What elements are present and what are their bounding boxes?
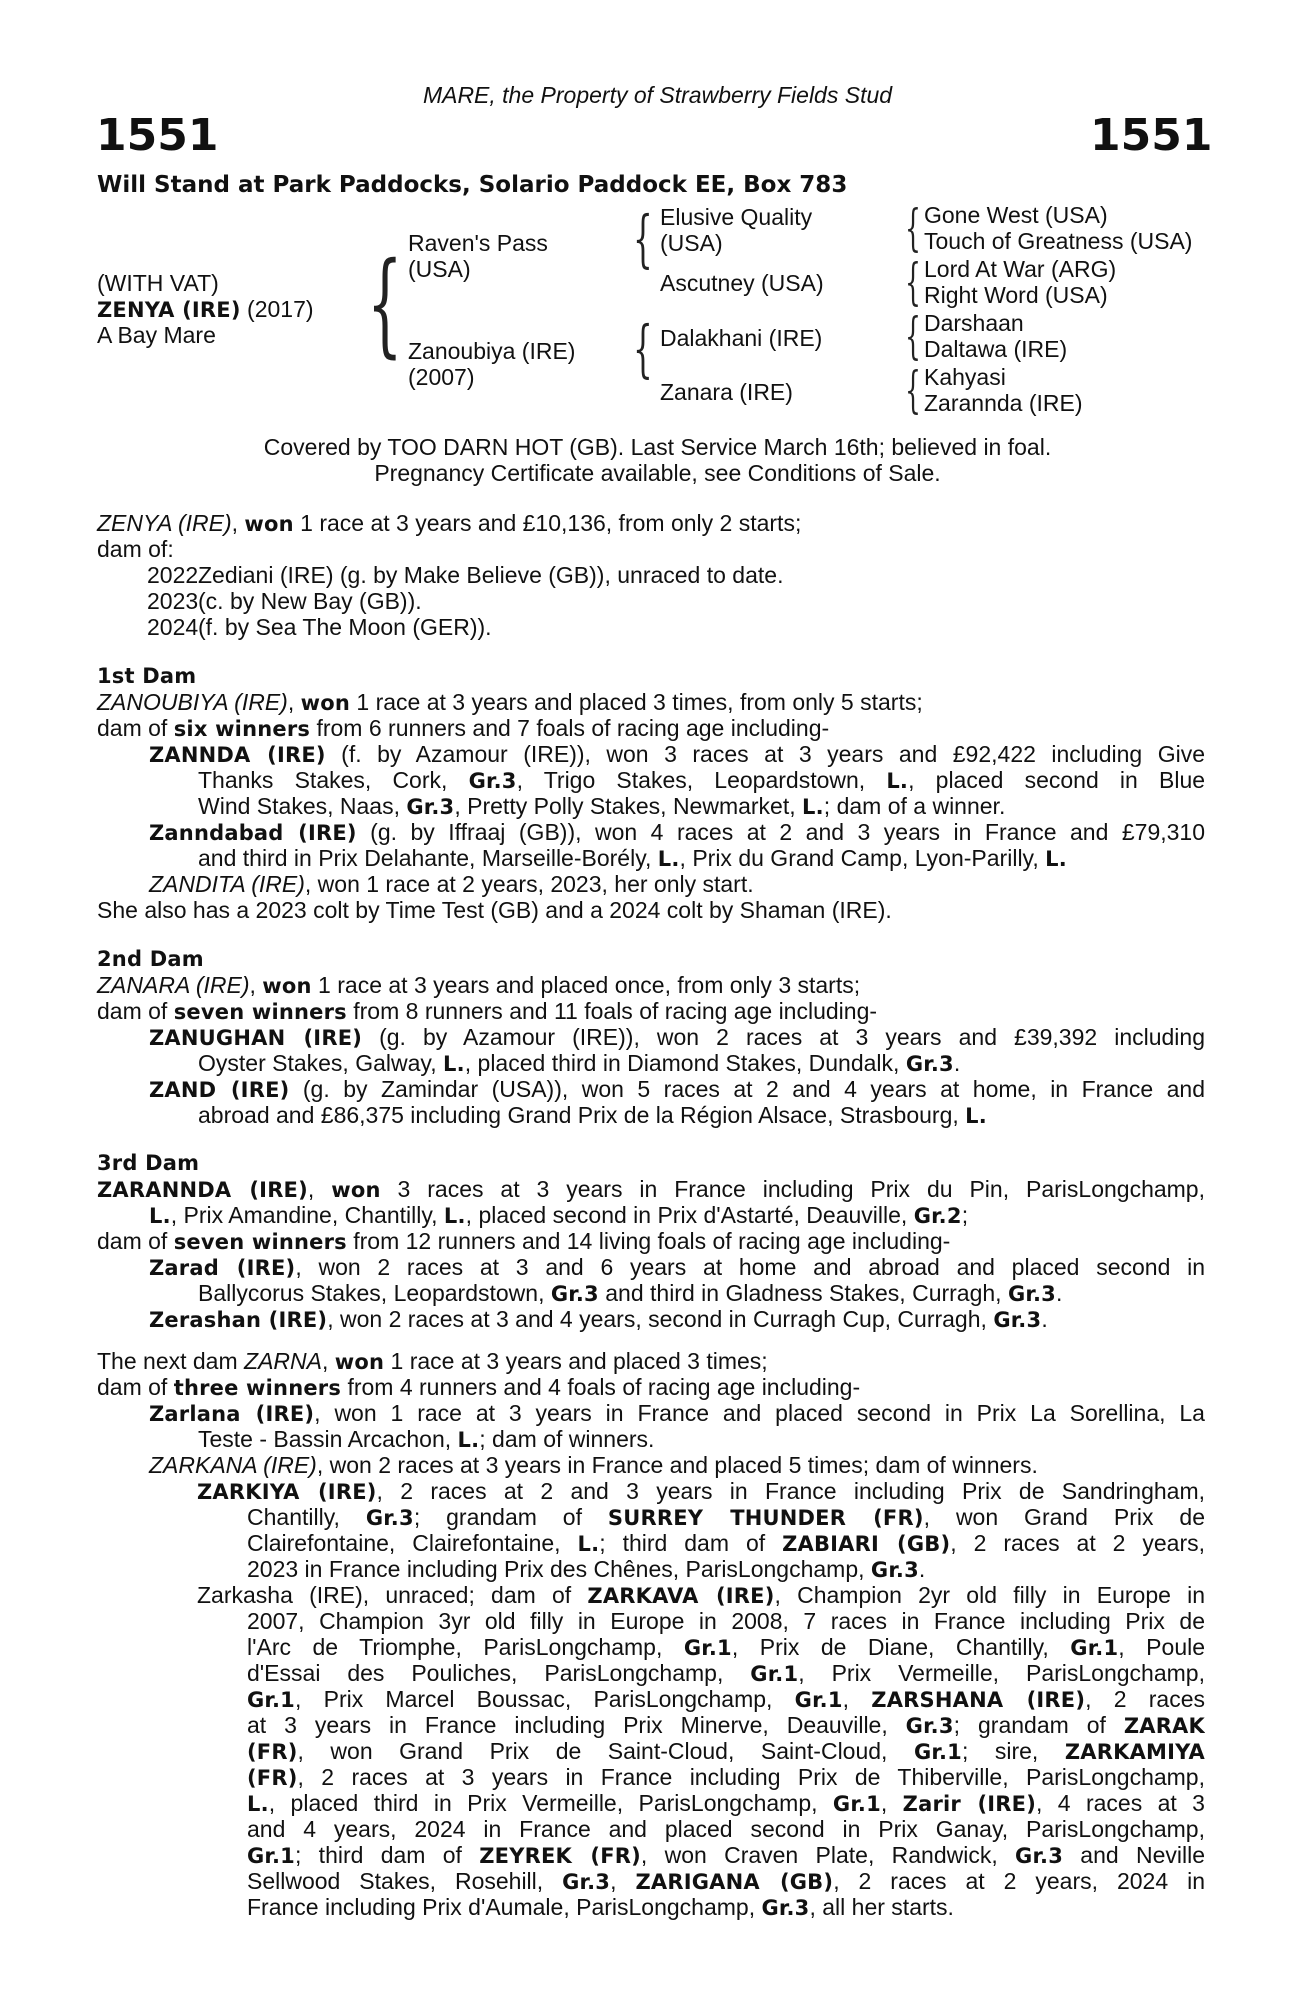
produce-line-2: dam of: (97, 536, 174, 562)
dam-dam: Zanara (IRE) (660, 379, 793, 405)
horse-name-line (97, 296, 314, 323)
covered-line: Covered by TOO DARN HOT (GB). Last Service March 16th; believed in foal. (263, 434, 1052, 460)
next-dam-line: 2023 in France including Prix des Chênes, ParisLongchamp, Gr.3. (247, 1556, 926, 1582)
produce-section (97, 510, 1205, 640)
gen3-1: Gone West (USA) (924, 202, 1108, 228)
brace-g3-2: { (905, 253, 921, 311)
second-dam-line: ZANUGHAN (IRE) (g. by Azamour (IRE)), won 2 races at 3 years and £39,392 including (149, 1024, 1205, 1050)
sire-line1: Raven's Pass (408, 230, 548, 256)
gen3-4: Right Word (USA) (924, 282, 1108, 308)
next-dam-line: Sellwood Stakes, Rosehill, Gr.3, ZARIGANA (GB), 2 races at 2 years, 2024 in (247, 1868, 1205, 1894)
first-dam-line: dam of six winners from 6 runners and 7 foals of racing age including- (97, 715, 830, 741)
first-dam-line: Wind Stakes, Naas, Gr.3, Pretty Polly Stakes, Newmarket, L.; dam of a winner. (198, 793, 1006, 819)
third-dam-line: L., Prix Amandine, Chantilly, L., placed second in Prix d'Astarté, Deauville, Gr.2; (149, 1202, 969, 1228)
third-dam-line: Zarad (IRE), won 2 races at 3 and 6 years at home and abroad and placed second in (149, 1254, 1205, 1280)
first-dam-section (97, 663, 1205, 923)
produce-line-1: ZENYA (IRE), won 1 race at 3 years and £10,136, from only 2 starts; (97, 510, 802, 536)
brace-gen1: { (367, 239, 403, 369)
dam-sire: Dalakhani (IRE) (660, 325, 823, 351)
next-dam-line: Gr.1, Prix Marcel Boussac, ParisLongchamp, Gr.1, ZARSHANA (IRE), 2 races (247, 1686, 1205, 1712)
produce-row: 2024(f. by Sea The Moon (GER)). (147, 614, 492, 640)
sire-sire-line1: Elusive Quality (660, 204, 813, 230)
horse-name: ZENYA (IRE) (97, 298, 241, 322)
sire-line2: (USA) (408, 256, 471, 282)
horse-description: A Bay Mare (97, 322, 216, 348)
first-dam-line: Thanks Stakes, Cork, Gr.3, Trigo Stakes, Leopardstown, L., placed second in Blue (198, 767, 1205, 793)
next-dam-line: Zarkasha (IRE), unraced; dam of ZARKAVA (IRE), Champion 2yr old filly in Europe in (197, 1582, 1205, 1608)
next-dam-line: ZARKANA (IRE), won 2 races at 3 years in France and placed 5 times; dam of winners. (149, 1452, 1038, 1478)
next-dam-line: ZARKIYA (IRE), 2 races at 2 and 3 years in France including Prix de Sandringham, (197, 1478, 1205, 1504)
next-dam-line: L., placed third in Prix Vermeille, ParisLongchamp, Gr.1, Zarir (IRE), 4 races at 3 (247, 1790, 1205, 1816)
second-dam-line: dam of seven winners from 8 runners and 11 foals of racing age including- (97, 998, 878, 1024)
next-dam-line: and 4 years, 2024 in France and placed second in Prix Ganay, ParisLongchamp, (247, 1816, 1205, 1842)
first-dam-heading: 1st Dam (97, 664, 197, 688)
next-dam-section (97, 1348, 1205, 1920)
produce-row: 2023(c. by New Bay (GB)). (147, 588, 422, 614)
brace-g3-1: { (905, 199, 921, 257)
next-dam-line: The next dam ZARNA, won 1 race at 3 years and placed 3 times; (97, 1348, 768, 1374)
stand-location: Will Stand at Park Paddocks, Solario Paddock EE, Box 783 (97, 172, 848, 198)
gen3-8: Zarannda (IRE) (924, 390, 1083, 416)
dam-line1: Zanoubiya (IRE) (408, 338, 576, 364)
next-dam-line: France including Prix d'Aumale, ParisLongchamp, Gr.3, all her starts. (247, 1894, 954, 1920)
brace-dam: { (633, 312, 653, 385)
gen3-2: Touch of Greatness (USA) (924, 228, 1193, 254)
gen3-5: Darshaan (924, 310, 1024, 336)
third-dam-section (97, 1150, 1205, 1332)
first-dam-line: Zanndabad (IRE) (g. by Iffraaj (GB)), won 4 races at 2 and 3 years in France and £79,310 (149, 819, 1205, 845)
third-dam-line: dam of seven winners from 12 runners and 14 living foals of racing age including- (97, 1228, 951, 1254)
next-dam-line: (FR), won Grand Prix de Saint-Cloud, Saint-Cloud, Gr.1; sire, ZARKAMIYA (247, 1738, 1205, 1764)
dam-line2: (2007) (408, 364, 475, 390)
next-dam-line: dam of three winners from 4 runners and 4 foals of racing age including- (97, 1374, 861, 1400)
second-dam-line: Oyster Stakes, Galway, L., placed third in Diamond Stakes, Dundalk, Gr.3. (198, 1050, 961, 1076)
third-dam-line: Ballycorus Stakes, Leopardstown, Gr.3 and third in Gladness Stakes, Curragh, Gr.3. (198, 1280, 1063, 1306)
first-dam-line: and third in Prix Delahante, Marseille-Borély, L., Prix du Grand Camp, Lyon-Parilly, L. (198, 845, 1067, 871)
next-dam-line: Teste - Bassin Arcachon, L.; dam of winners. (198, 1426, 655, 1452)
gen3-7: Kahyasi (924, 364, 1006, 390)
horse-year: (2017) (247, 296, 314, 322)
second-dam-line: ZAND (IRE) (g. by Zamindar (USA)), won 5 races at 2 and 4 years at home, in France and (149, 1076, 1205, 1102)
brace-g3-3: { (905, 307, 921, 365)
next-dam-line: Zarlana (IRE), won 1 race at 3 years in France and placed second in Prix La Sorellina, La (149, 1400, 1205, 1426)
next-dam-line: (FR), 2 races at 3 years in France including Prix de Thiberville, ParisLongchamp, (247, 1764, 1205, 1790)
brace-sire: { (633, 202, 653, 275)
next-dam-line: l'Arc de Triomphe, ParisLongchamp, Gr.1, Prix de Diane, Chantilly, Gr.1, Poule (247, 1634, 1205, 1660)
vendor-title: MARE, the Property of Strawberry Fields Stud (422, 82, 893, 108)
next-dam-line: Clairefontaine, Clairefontaine, L.; third dam of ZABIARI (GB), 2 races at 2 years, (247, 1530, 1205, 1556)
second-dam-heading: 2nd Dam (97, 947, 204, 971)
gen3-6: Daltawa (IRE) (924, 336, 1068, 362)
first-dam-line: She also has a 2023 colt by Time Test (GB) and a 2024 colt by Shaman (IRE). (97, 897, 892, 923)
second-dam-line: abroad and £86,375 including Grand Prix de la Région Alsace, Strasbourg, L. (198, 1102, 987, 1128)
first-dam-line: ZANNDA (IRE) (f. by Azamour (IRE)), won 3 races at 3 years and £92,422 including Give (149, 741, 1205, 767)
next-dam-line: 2007, Champion 3yr old filly in Europe in 2008, 7 races in France including Prix de (247, 1608, 1205, 1634)
lot-number-left: 1551 (96, 110, 219, 161)
first-dam-line: ZANDITA (IRE), won 1 race at 2 years, 2023, her only start. (149, 871, 754, 897)
next-dam-line: Chantilly, Gr.3; grandam of SURREY THUNDER (FR), won Grand Prix de (247, 1504, 1205, 1530)
third-dam-heading: 3rd Dam (97, 1151, 200, 1175)
next-dam-line: at 3 years in France including Prix Minerve, Deauville, Gr.3; grandam of ZARAK (247, 1712, 1205, 1738)
gen3-3: Lord At War (ARG) (924, 256, 1117, 282)
sire-dam: Ascutney (USA) (660, 270, 824, 296)
vat-note: (WITH VAT) (97, 270, 219, 296)
brace-g3-4: { (905, 361, 921, 419)
produce-row: 2022Zediani (IRE) (g. by Make Believe (GB)), unraced to date. (147, 562, 784, 588)
third-dam-line: Zerashan (IRE), won 2 races at 3 and 4 years, second in Curragh Cup, Curragh, Gr.3. (149, 1306, 1048, 1332)
pregnancy-line: Pregnancy Certificate available, see Conditions of Sale. (374, 460, 941, 486)
first-dam-line: ZANOUBIYA (IRE), won 1 race at 3 years and placed 3 times, from only 5 starts; (97, 689, 923, 715)
next-dam-line: d'Essai des Pouliches, ParisLongchamp, Gr.1, Prix Vermeille, ParisLongchamp, (247, 1660, 1205, 1686)
second-dam-section (97, 946, 1205, 1128)
lot-number-right: 1551 (1090, 110, 1213, 161)
next-dam-line: Gr.1; third dam of ZEYREK (FR), won Craven Plate, Randwick, Gr.3 and Neville (247, 1842, 1205, 1868)
second-dam-line: ZANARA (IRE), won 1 race at 3 years and placed once, from only 3 starts; (97, 972, 861, 998)
third-dam-line: ZARANNDA (IRE), won 3 races at 3 years in France including Prix du Pin, ParisLongchamp, (97, 1176, 1205, 1202)
sire-sire-line2: (USA) (660, 230, 723, 256)
